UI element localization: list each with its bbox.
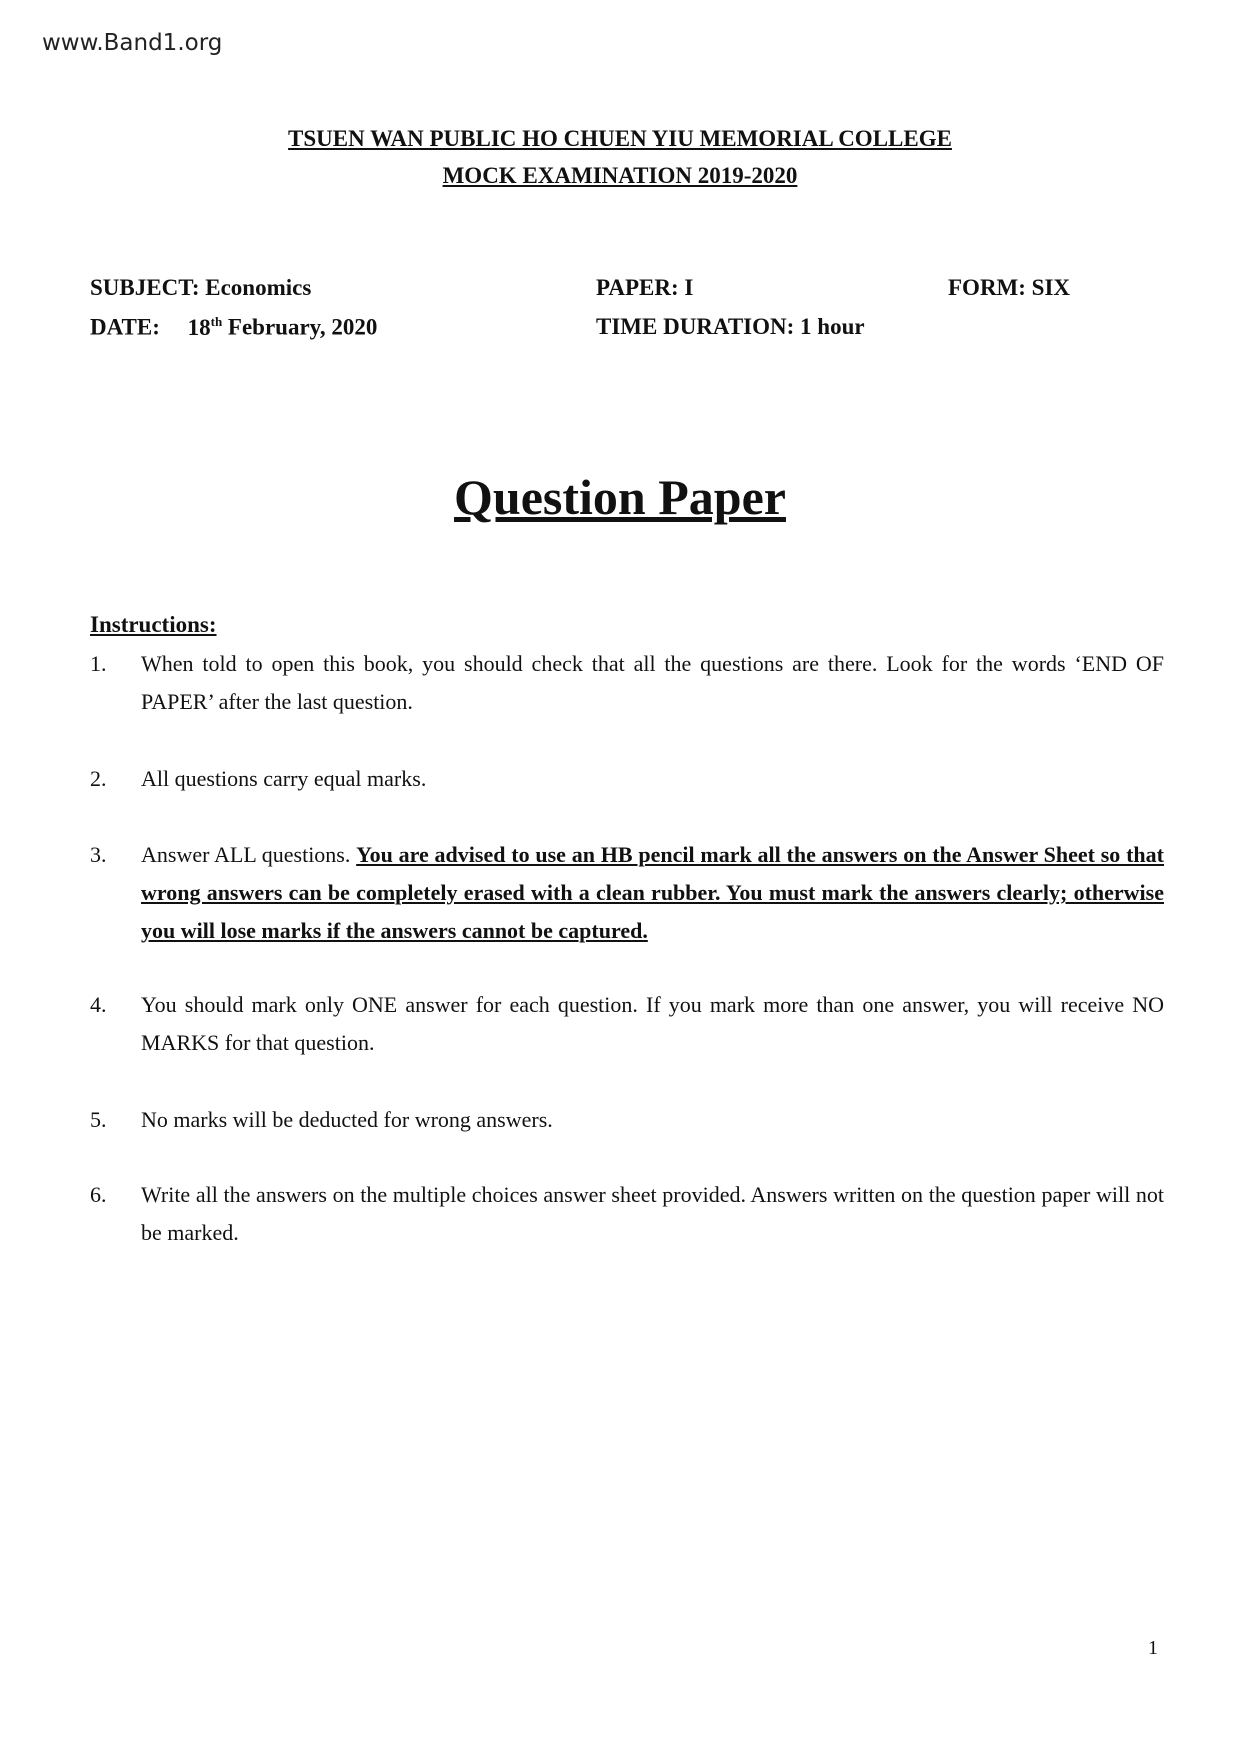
item-number: 2.: [90, 766, 107, 791]
item-number: 6.: [90, 1182, 107, 1207]
instruction-item: [90, 645, 1164, 721]
item-text: Answer ALL questions.: [141, 842, 357, 867]
document-title: Question Paper: [454, 469, 786, 525]
duration: TIME DURATION: 1 hour: [596, 314, 865, 339]
date-day: 18: [187, 314, 211, 340]
date-suffix: th: [210, 314, 223, 329]
item-text: Write all the answers on the multiple choices answer sheet provided. Answers written on the question paper will not be marked.: [141, 1182, 1164, 1245]
item-emphasis: You are advised to use an HB pencil mark all the answers on the Answer Sheet so that wrong answers can be completely erased with a clean rubber. You must mark the answers clearly; otherwise you will lose marks if the answers cannot be captured.: [141, 842, 1164, 943]
form: FORM: SIX: [948, 275, 1071, 300]
item-text: You should mark only ONE answer for each question. If you mark more than one answer, you will receive NO MARKS for that question.: [141, 992, 1164, 1055]
item-text: No marks will be deducted for wrong answers.: [141, 1107, 553, 1132]
item-number: 1.: [90, 651, 107, 676]
item-number: 5.: [90, 1107, 107, 1132]
page-number: 1: [1148, 1637, 1158, 1659]
paper: PAPER: I: [596, 275, 694, 300]
instructions-heading: Instructions:: [90, 612, 217, 637]
instruction-item: [90, 760, 1164, 798]
instruction-item: [90, 836, 1164, 950]
date-rest: February, 2020: [227, 314, 378, 340]
item-number: 4.: [90, 992, 107, 1017]
watermark: www.Band1.org: [42, 30, 223, 56]
school-name: TSUEN WAN PUBLIC HO CHUEN YIU MEMORIAL COLLEGE: [288, 126, 952, 151]
item-text: All questions carry equal marks.: [141, 766, 427, 791]
instruction-item: [90, 986, 1164, 1062]
subject: SUBJECT: Economics: [90, 275, 312, 300]
date-label: DATE:: [90, 314, 160, 340]
item-number: 3.: [90, 842, 107, 867]
item-text: When told to open this book, you should check that all the questions are there. Look for the words ‘END OF PAPER’ after the last question.: [141, 651, 1164, 714]
date: [90, 314, 377, 341]
instruction-item: [90, 1101, 1164, 1139]
exam-title: MOCK EXAMINATION 2019-2020: [442, 163, 798, 188]
instruction-item: [90, 1176, 1164, 1252]
